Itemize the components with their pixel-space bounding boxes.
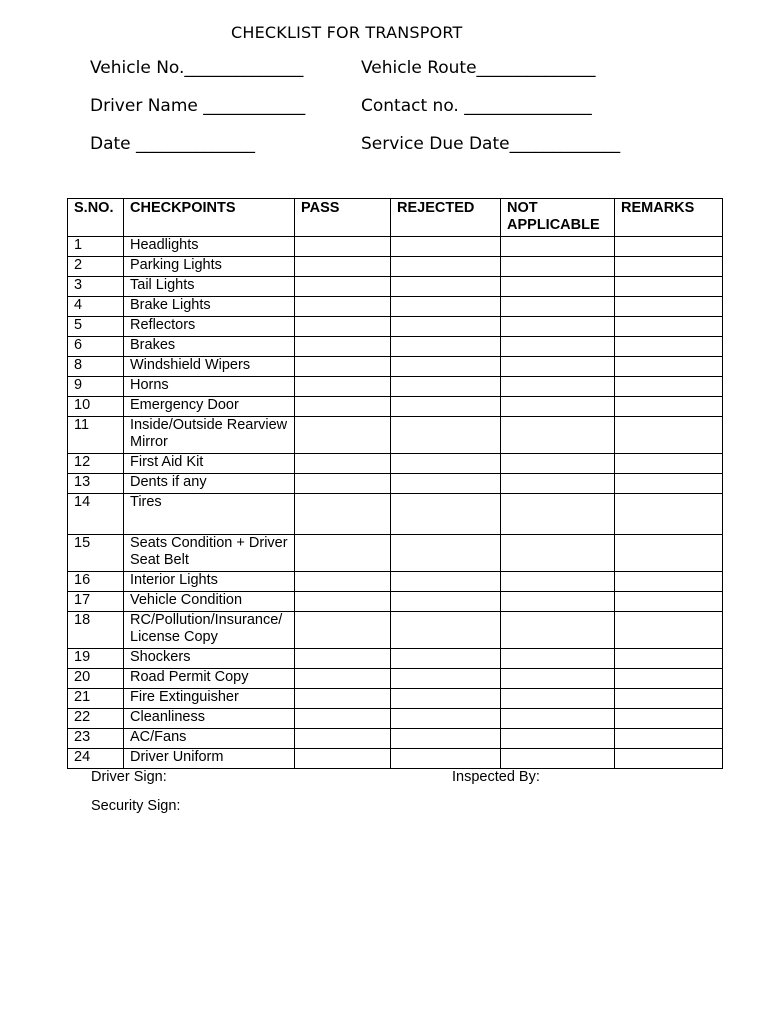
inspected-by-label: Inspected By: <box>452 769 540 785</box>
row-checkpoint: Horns <box>124 377 295 397</box>
not-applicable-cell[interactable] <box>501 337 615 357</box>
row-sno: 9 <box>68 377 124 397</box>
row-sno: 4 <box>68 297 124 317</box>
row-sno: 24 <box>68 749 124 769</box>
row-checkpoint: Road Permit Copy <box>124 669 295 689</box>
row-sno: 12 <box>68 454 124 474</box>
table-row <box>68 689 723 709</box>
row-sno: 10 <box>68 397 124 417</box>
row-checkpoint: Windshield Wipers <box>124 357 295 377</box>
row-sno: 1 <box>68 237 124 257</box>
remarks-cell[interactable] <box>615 612 723 649</box>
remarks-cell[interactable] <box>615 689 723 709</box>
rejected-cell[interactable] <box>391 749 501 769</box>
vehicle-route-field[interactable]: Vehicle Route______________ <box>361 58 596 78</box>
pass-cell[interactable] <box>295 612 391 649</box>
rejected-cell[interactable] <box>391 729 501 749</box>
pass-cell[interactable] <box>295 592 391 612</box>
column-header-checkpoints: CHECKPOINTS <box>124 199 295 237</box>
contact-no-field[interactable]: Contact no. _______________ <box>361 96 592 116</box>
table-row <box>68 749 723 769</box>
row-sno: 18 <box>68 612 124 649</box>
table-row <box>68 709 723 729</box>
table-row <box>68 237 723 257</box>
row-sno: 23 <box>68 729 124 749</box>
driver-sign-label: Driver Sign: <box>91 769 167 785</box>
row-checkpoint: Interior Lights <box>124 572 295 592</box>
pass-cell[interactable] <box>295 494 391 535</box>
pass-cell[interactable] <box>295 337 391 357</box>
rejected-cell[interactable] <box>391 417 501 454</box>
rejected-cell[interactable] <box>391 454 501 474</box>
row-checkpoint: Dents if any <box>124 474 295 494</box>
table-row <box>68 397 723 417</box>
service-due-date-field[interactable]: Service Due Date_____________ <box>361 134 621 154</box>
pass-cell[interactable] <box>295 689 391 709</box>
row-sno: 3 <box>68 277 124 297</box>
not-applicable-cell[interactable] <box>501 729 615 749</box>
security-sign-label: Security Sign: <box>91 798 181 814</box>
row-checkpoint: AC/Fans <box>124 729 295 749</box>
not-applicable-cell[interactable] <box>501 669 615 689</box>
table-row <box>68 454 723 474</box>
table-row <box>68 494 723 535</box>
rejected-cell[interactable] <box>391 709 501 729</box>
rejected-cell[interactable] <box>391 689 501 709</box>
row-checkpoint: Driver Uniform <box>124 749 295 769</box>
row-checkpoint: Brake Lights <box>124 297 295 317</box>
row-checkpoint: Vehicle Condition <box>124 592 295 612</box>
rejected-cell[interactable] <box>391 257 501 277</box>
rejected-cell[interactable] <box>391 297 501 317</box>
row-checkpoint: Tail Lights <box>124 277 295 297</box>
rejected-cell[interactable] <box>391 357 501 377</box>
not-applicable-cell[interactable] <box>501 689 615 709</box>
table-row <box>68 612 723 649</box>
not-applicable-cell[interactable] <box>501 237 615 257</box>
row-checkpoint: First Aid Kit <box>124 454 295 474</box>
table-row <box>68 592 723 612</box>
row-sno: 15 <box>68 535 124 572</box>
pass-cell[interactable] <box>295 669 391 689</box>
driver-name-field[interactable]: Driver Name ____________ <box>90 96 306 116</box>
column-header-remarks: REMARKS <box>615 199 723 237</box>
pass-cell[interactable] <box>295 729 391 749</box>
not-applicable-cell[interactable] <box>501 417 615 454</box>
table-row <box>68 669 723 689</box>
rejected-cell[interactable] <box>391 572 501 592</box>
remarks-cell[interactable] <box>615 669 723 689</box>
table-row <box>68 649 723 669</box>
table-row <box>68 417 723 454</box>
not-applicable-cell[interactable] <box>501 649 615 669</box>
column-header-sno: S.NO. <box>68 199 124 237</box>
rejected-cell[interactable] <box>391 669 501 689</box>
row-checkpoint: Inside/Outside Rearview Mirror <box>124 417 295 454</box>
remarks-cell[interactable] <box>615 749 723 769</box>
not-applicable-cell[interactable] <box>501 257 615 277</box>
row-checkpoint: Tires <box>124 494 295 535</box>
remarks-cell[interactable] <box>615 592 723 612</box>
table-row <box>68 317 723 337</box>
row-sno: 8 <box>68 357 124 377</box>
not-applicable-cell[interactable] <box>501 709 615 729</box>
remarks-cell[interactable] <box>615 649 723 669</box>
pass-cell[interactable] <box>295 237 391 257</box>
column-header-rejected: REJECTED <box>391 199 501 237</box>
table-row <box>68 572 723 592</box>
row-sno: 5 <box>68 317 124 337</box>
not-applicable-cell[interactable] <box>501 474 615 494</box>
table-row <box>68 729 723 749</box>
pass-cell[interactable] <box>295 749 391 769</box>
not-applicable-cell[interactable] <box>501 749 615 769</box>
pass-cell[interactable] <box>295 649 391 669</box>
not-applicable-cell[interactable] <box>501 535 615 572</box>
pass-cell[interactable] <box>295 257 391 277</box>
remarks-cell[interactable] <box>615 337 723 357</box>
row-sno: 13 <box>68 474 124 494</box>
table-row <box>68 257 723 277</box>
checklist-table <box>67 198 723 769</box>
rejected-cell[interactable] <box>391 337 501 357</box>
rejected-cell[interactable] <box>391 494 501 535</box>
pass-cell[interactable] <box>295 474 391 494</box>
not-applicable-cell[interactable] <box>501 397 615 417</box>
remarks-cell[interactable] <box>615 572 723 592</box>
row-sno: 6 <box>68 337 124 357</box>
row-sno: 21 <box>68 689 124 709</box>
remarks-cell[interactable] <box>615 277 723 297</box>
remarks-cell[interactable] <box>615 709 723 729</box>
row-checkpoint: Emergency Door <box>124 397 295 417</box>
not-applicable-cell[interactable] <box>501 612 615 649</box>
remarks-cell[interactable] <box>615 397 723 417</box>
column-header-pass: PASS <box>295 199 391 237</box>
pass-cell[interactable] <box>295 535 391 572</box>
not-applicable-cell[interactable] <box>501 377 615 397</box>
row-checkpoint: Cleanliness <box>124 709 295 729</box>
table-row <box>68 535 723 572</box>
not-applicable-cell[interactable] <box>501 277 615 297</box>
vehicle-no-field[interactable]: Vehicle No.______________ <box>90 58 304 78</box>
remarks-cell[interactable] <box>615 474 723 494</box>
remarks-cell[interactable] <box>615 297 723 317</box>
rejected-cell[interactable] <box>391 317 501 337</box>
rejected-cell[interactable] <box>391 612 501 649</box>
not-applicable-cell[interactable] <box>501 317 615 337</box>
remarks-cell[interactable] <box>615 535 723 572</box>
pass-cell[interactable] <box>295 417 391 454</box>
table-row <box>68 297 723 317</box>
rejected-cell[interactable] <box>391 535 501 572</box>
row-sno: 2 <box>68 257 124 277</box>
not-applicable-cell[interactable] <box>501 572 615 592</box>
row-checkpoint: Reflectors <box>124 317 295 337</box>
table-header-row <box>68 199 723 237</box>
remarks-cell[interactable] <box>615 417 723 454</box>
remarks-cell[interactable] <box>615 729 723 749</box>
not-applicable-cell[interactable] <box>501 592 615 612</box>
remarks-cell[interactable] <box>615 237 723 257</box>
rejected-cell[interactable] <box>391 474 501 494</box>
row-sno: 20 <box>68 669 124 689</box>
rejected-cell[interactable] <box>391 377 501 397</box>
not-applicable-cell[interactable] <box>501 297 615 317</box>
remarks-cell[interactable] <box>615 454 723 474</box>
row-checkpoint: Brakes <box>124 337 295 357</box>
rejected-cell[interactable] <box>391 397 501 417</box>
row-sno: 16 <box>68 572 124 592</box>
row-checkpoint: Shockers <box>124 649 295 669</box>
date-field[interactable]: Date ______________ <box>90 134 256 154</box>
row-checkpoint: Headlights <box>124 237 295 257</box>
rejected-cell[interactable] <box>391 592 501 612</box>
row-checkpoint: Fire Extinguisher <box>124 689 295 709</box>
table-row <box>68 357 723 377</box>
pass-cell[interactable] <box>295 317 391 337</box>
not-applicable-cell[interactable] <box>501 454 615 474</box>
table-row <box>68 277 723 297</box>
remarks-cell[interactable] <box>615 494 723 535</box>
row-checkpoint: Seats Condition + Driver Seat Belt <box>124 535 295 572</box>
pass-cell[interactable] <box>295 297 391 317</box>
remarks-cell[interactable] <box>615 317 723 337</box>
pass-cell[interactable] <box>295 572 391 592</box>
row-sno: 11 <box>68 417 124 454</box>
remarks-cell[interactable] <box>615 377 723 397</box>
rejected-cell[interactable] <box>391 237 501 257</box>
table-row <box>68 337 723 357</box>
pass-cell[interactable] <box>295 277 391 297</box>
row-checkpoint: RC/Pollution/Insurance/ License Copy <box>124 612 295 649</box>
remarks-cell[interactable] <box>615 357 723 377</box>
not-applicable-cell[interactable] <box>501 357 615 377</box>
rejected-cell[interactable] <box>391 277 501 297</box>
pass-cell[interactable] <box>295 454 391 474</box>
pass-cell[interactable] <box>295 709 391 729</box>
pass-cell[interactable] <box>295 357 391 377</box>
row-checkpoint: Parking Lights <box>124 257 295 277</box>
column-header-not-applicable: NOT APPLICABLE <box>501 199 615 237</box>
row-sno: 19 <box>68 649 124 669</box>
row-sno: 17 <box>68 592 124 612</box>
remarks-cell[interactable] <box>615 257 723 277</box>
rejected-cell[interactable] <box>391 649 501 669</box>
document-title: CHECKLIST FOR TRANSPORT <box>231 23 463 42</box>
pass-cell[interactable] <box>295 397 391 417</box>
table-row <box>68 474 723 494</box>
row-sno: 22 <box>68 709 124 729</box>
not-applicable-cell[interactable] <box>501 494 615 535</box>
table-row <box>68 377 723 397</box>
row-sno: 14 <box>68 494 124 535</box>
pass-cell[interactable] <box>295 377 391 397</box>
